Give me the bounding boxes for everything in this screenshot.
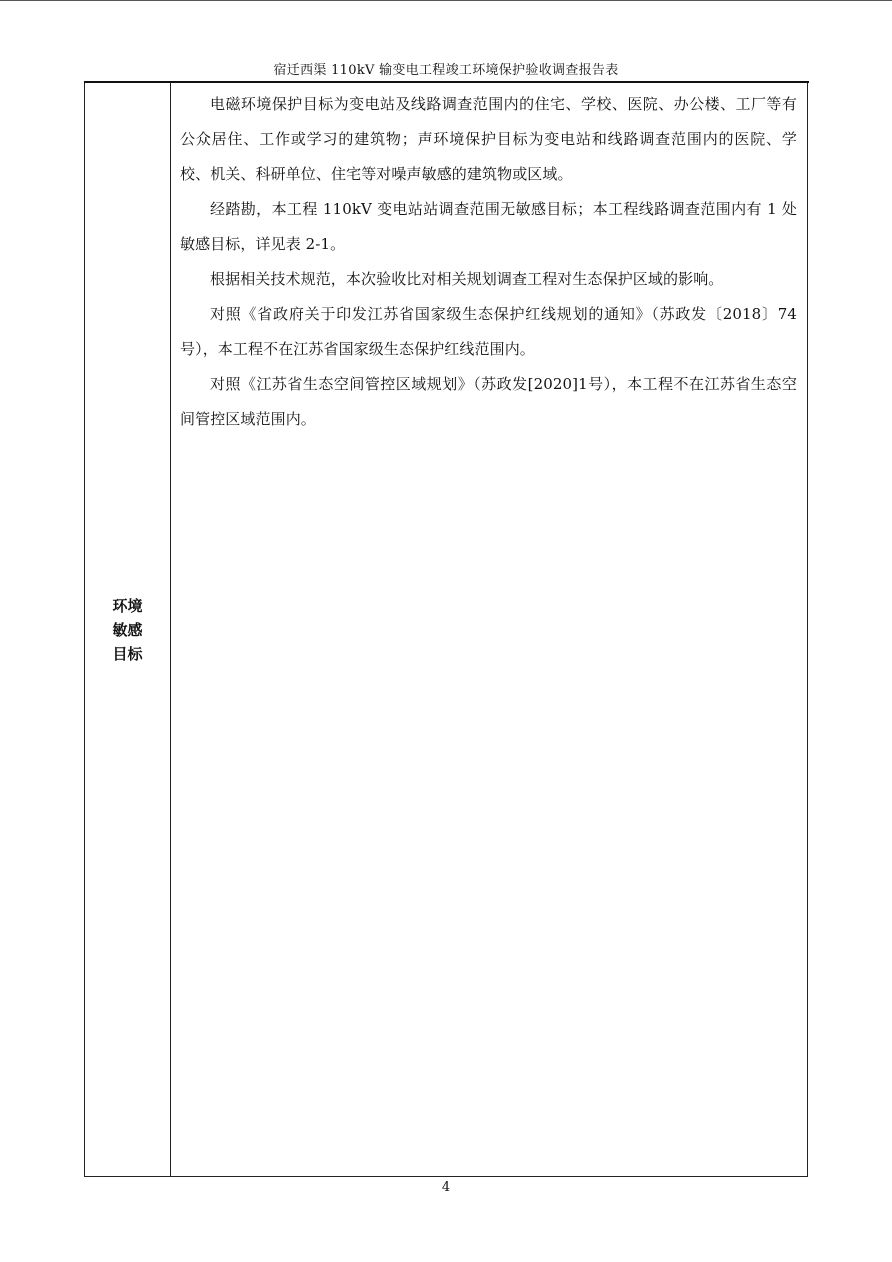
report-table [84, 83, 808, 1177]
paragraph-ecological-control-plan: 对照《江苏省生态空间管控区域规划》（苏政发[2020]1号），本工程不在江苏省生态空间管控区域范围内。 [180, 375, 797, 428]
page-header-title: 宿迁西渠 110kV 输变电工程竣工环境保护验收调查报告表 [273, 63, 619, 78]
row-content-cell [171, 83, 807, 1176]
row-label: 环境敏感目标 [112, 596, 143, 663]
row-label-cell [85, 83, 171, 1176]
paragraph-technical-standard: 根据相关技术规范，本次验收比对相关规划调查工程对生态保护区域的影响。 [210, 270, 724, 288]
paragraph-red-line-plan: 对照《省政府关于印发江苏省国家级生态保护红线规划的通知》（苏政发〔2018〕74号），本工程不在江苏省国家级生态保护红线范围内。 [180, 305, 797, 358]
paragraph-protection-targets: 电磁环境保护目标为变电站及线路调查范围内的住宅、学校、医院、办公楼、工厂等有公众居住、工作或学习的建筑物；声环境保护目标为变电站和线路调查范围内的医院、学校、机关、科研单位、住宅等对噪声敏感的建筑物或区域。 [180, 95, 797, 183]
page-top-border [0, 0, 892, 1]
page-number: 4 [441, 1180, 451, 1195]
paragraph-survey-result: 经踏勘，本工程 110kV 变电站站调查范围无敏感目标；本工程线路调查范围内有 1 处敏感目标，详见表 2-1。 [180, 200, 797, 253]
